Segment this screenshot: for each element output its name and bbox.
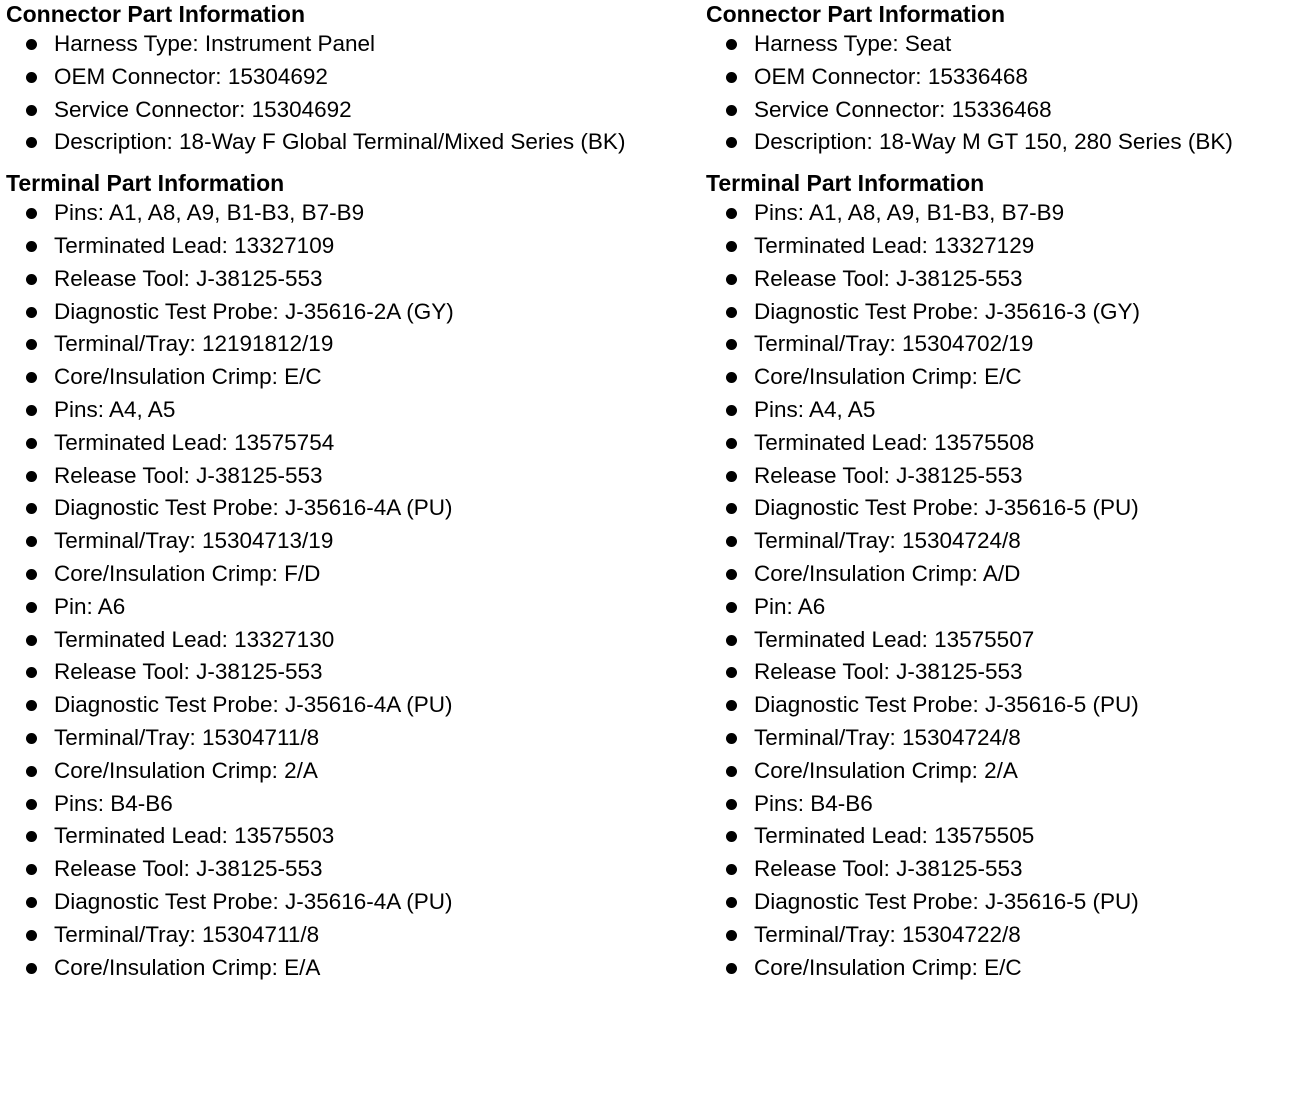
terminal-group-3 [706,591,1306,788]
list-item: Release Tool: J-38125-553 [706,853,1306,886]
bullet-icon [26,372,37,383]
bullet-icon [726,274,737,285]
bullet-icon [726,667,737,678]
connector-part-list [706,28,1306,159]
list-item: Terminal/Tray: 15304711/8 [6,919,706,952]
list-item: Release Tool: J-38125-553 [6,853,706,886]
list-item: Pins: A4, A5 [6,394,706,427]
list-item: Core/Insulation Crimp: E/A [6,952,706,985]
bullet-icon [726,766,737,777]
bullet-icon [726,72,737,83]
list-item: Pins: A4, A5 [706,394,1306,427]
bullet-icon [26,471,37,482]
bullet-icon [26,831,37,842]
bullet-icon [26,438,37,449]
list-item: Terminated Lead: 13327130 [6,624,706,657]
list-item: Terminated Lead: 13575508 [706,427,1306,460]
list-item: Release Tool: J-38125-553 [6,460,706,493]
list-item: Pin: A6 [6,591,706,624]
bullet-icon [26,208,37,219]
list-item: Release Tool: J-38125-553 [6,263,706,296]
list-item: Pins: A1, A8, A9, B1-B3, B7-B9 [6,197,706,230]
bullet-icon [726,503,737,514]
bullet-icon [726,105,737,116]
bullet-icon [726,471,737,482]
terminal-group-1 [6,197,706,394]
list-item: Core/Insulation Crimp: 2/A [706,755,1306,788]
bullet-icon [26,602,37,613]
bullet-icon [726,241,737,252]
bullet-icon [26,799,37,810]
bullet-icon [26,137,37,148]
bullet-icon [26,897,37,908]
list-item: Pin: A6 [706,591,1306,624]
list-item: Terminated Lead: 13327129 [706,230,1306,263]
bullet-icon [26,635,37,646]
bullet-icon [726,897,737,908]
list-item: Pins: A1, A8, A9, B1-B3, B7-B9 [706,197,1306,230]
bullet-icon [26,766,37,777]
bullet-icon [26,339,37,350]
list-item: Terminal/Tray: 15304724/8 [706,525,1306,558]
bullet-icon [26,930,37,941]
list-item: Description: 18-Way F Global Terminal/Mixed Series (BK) [6,126,706,159]
bullet-icon [726,930,737,941]
bullet-icon [26,503,37,514]
list-item: OEM Connector: 15336468 [706,61,1306,94]
list-item: Core/Insulation Crimp: A/D [706,558,1306,591]
terminal-group-2 [706,394,1306,591]
list-item: Terminated Lead: 13327109 [6,230,706,263]
list-item: Terminated Lead: 13575507 [706,624,1306,657]
list-item: Terminal/Tray: 12191812/19 [6,328,706,361]
terminal-group-2 [6,394,706,591]
list-item: Diagnostic Test Probe: J-35616-3 (GY) [706,296,1306,329]
list-item: Description: 18-Way M GT 150, 280 Series (BK) [706,126,1306,159]
list-item: Terminal/Tray: 15304713/19 [6,525,706,558]
list-item: Release Tool: J-38125-553 [6,656,706,689]
list-item: Core/Insulation Crimp: 2/A [6,755,706,788]
connector-part-heading: Connector Part Information [706,1,1006,27]
list-item: Release Tool: J-38125-553 [706,460,1306,493]
list-item: Core/Insulation Crimp: F/D [6,558,706,591]
list-item: Terminal/Tray: 15304722/8 [706,919,1306,952]
list-item: Diagnostic Test Probe: J-35616-5 (PU) [706,492,1306,525]
bullet-icon [726,339,737,350]
terminal-part-heading: Terminal Part Information [706,170,985,197]
bullet-icon [26,39,37,50]
bullet-icon [726,963,737,974]
bullet-icon [26,667,37,678]
bullet-icon [26,733,37,744]
bullet-icon [726,39,737,50]
list-item: Terminal/Tray: 15304711/8 [6,722,706,755]
list-item: Terminated Lead: 13575505 [706,820,1306,853]
list-item: Terminated Lead: 13575503 [6,820,706,853]
bullet-icon [726,208,737,219]
list-item: Diagnostic Test Probe: J-35616-4A (PU) [6,886,706,919]
list-item: Terminal/Tray: 15304724/8 [706,722,1306,755]
left-column [6,0,706,984]
list-item: Core/Insulation Crimp: E/C [706,361,1306,394]
list-item: Harness Type: Instrument Panel [6,28,706,61]
terminal-group-1 [706,197,1306,394]
bullet-icon [26,569,37,580]
bullet-icon [26,963,37,974]
bullet-icon [26,864,37,875]
list-item: Pins: B4-B6 [706,788,1306,821]
terminal-group-4 [706,788,1306,985]
bullet-icon [726,831,737,842]
list-item: Terminal/Tray: 15304702/19 [706,328,1306,361]
bullet-icon [26,307,37,318]
list-item: Pins: B4-B6 [6,788,706,821]
bullet-icon [26,536,37,547]
bullet-icon [726,137,737,148]
bullet-icon [726,799,737,810]
list-item: Service Connector: 15336468 [706,94,1306,127]
bullet-icon [726,733,737,744]
bullet-icon [726,864,737,875]
list-item: Release Tool: J-38125-553 [706,656,1306,689]
terminal-group-3 [6,591,706,788]
right-column [706,0,1306,984]
connector-part-heading: Connector Part Information [6,1,306,27]
bullet-icon [26,241,37,252]
bullet-icon [726,372,737,383]
list-item: Diagnostic Test Probe: J-35616-4A (PU) [6,492,706,525]
list-item: Core/Insulation Crimp: E/C [6,361,706,394]
bullet-icon [26,72,37,83]
bullet-icon [26,105,37,116]
list-item: Service Connector: 15304692 [6,94,706,127]
list-item: Diagnostic Test Probe: J-35616-4A (PU) [6,689,706,722]
list-item: Terminated Lead: 13575754 [6,427,706,460]
bullet-icon [726,700,737,711]
bullet-icon [726,307,737,318]
bullet-icon [726,438,737,449]
bullet-icon [726,405,737,416]
list-item: Harness Type: Seat [706,28,1306,61]
list-item: Diagnostic Test Probe: J-35616-5 (PU) [706,886,1306,919]
bullet-icon [26,405,37,416]
bullet-icon [26,274,37,285]
list-item: Diagnostic Test Probe: J-35616-5 (PU) [706,689,1306,722]
list-item: OEM Connector: 15304692 [6,61,706,94]
bullet-icon [726,569,737,580]
terminal-group-4 [6,788,706,985]
bullet-icon [726,602,737,613]
bullet-icon [726,536,737,547]
bullet-icon [726,635,737,646]
bullet-icon [26,700,37,711]
connector-part-list [6,28,706,159]
list-item: Diagnostic Test Probe: J-35616-2A (GY) [6,296,706,329]
list-item: Release Tool: J-38125-553 [706,263,1306,296]
terminal-part-heading: Terminal Part Information [6,170,285,197]
list-item: Core/Insulation Crimp: E/C [706,952,1306,985]
